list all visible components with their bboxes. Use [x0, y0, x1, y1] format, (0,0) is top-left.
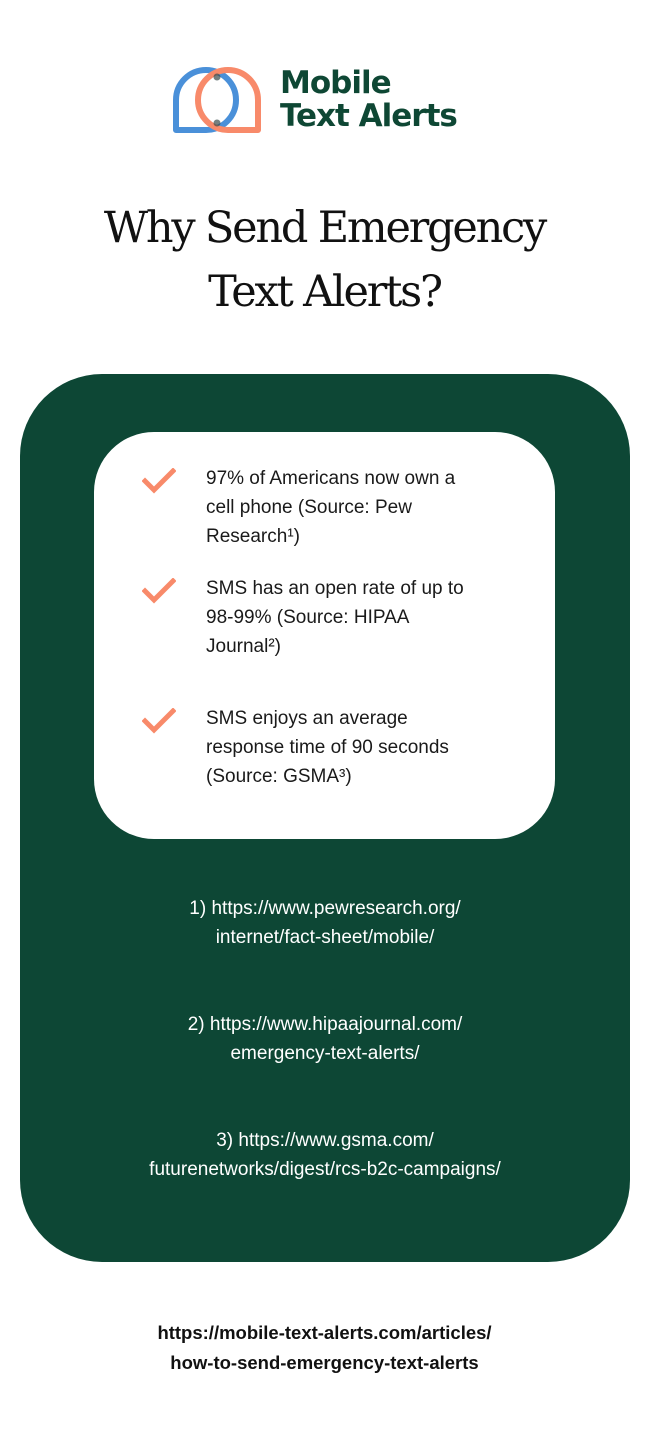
- check-icon: [142, 708, 176, 734]
- fact-line: SMS has an open rate of up to: [206, 578, 464, 599]
- source-line: emergency-text-alerts/: [230, 1043, 420, 1064]
- sources-card: [20, 374, 630, 1262]
- fact-text: [206, 464, 526, 551]
- page-title-line1: Why Send Emergency: [103, 203, 546, 253]
- source-line: 3) https://www.gsma.com/: [216, 1130, 434, 1151]
- source-link-2[interactable]: [20, 1010, 630, 1068]
- brand-name-line2: Text Alerts: [280, 98, 457, 134]
- check-icon: [142, 468, 176, 494]
- fact-line: 97% of Americans now own a: [206, 468, 456, 489]
- source-line: futurenetworks/digest/rcs-b2c-campaigns/: [149, 1159, 501, 1180]
- source-line: 2) https://www.hipaajournal.com/: [187, 1014, 463, 1035]
- page-title: [0, 196, 649, 324]
- fact-line: SMS enjoys an average: [206, 708, 408, 729]
- fact-line: Journal²): [206, 636, 281, 657]
- brand-logo: [172, 66, 457, 134]
- fact-line: Research¹): [206, 526, 300, 547]
- article-url-line: https://mobile-text-alerts.com/articles/: [157, 1322, 492, 1343]
- source-line: internet/fact-sheet/mobile/: [215, 927, 435, 948]
- article-url-line: how-to-send-emergency-text-alerts: [170, 1352, 479, 1373]
- article-url-link[interactable]: [0, 1318, 649, 1378]
- source-link-3[interactable]: [20, 1126, 630, 1184]
- fact-text: [206, 704, 526, 791]
- fact-line: response time of 90 seconds: [206, 737, 449, 758]
- facts-card: [94, 432, 555, 839]
- source-link-1[interactable]: [20, 894, 630, 952]
- brand-name-line1: Mobile: [280, 65, 391, 101]
- fact-line: cell phone (Source: Pew: [206, 497, 412, 518]
- brand-name: [280, 67, 457, 133]
- fact-line: (Source: GSMA³): [206, 766, 352, 787]
- page-title-line2: Text Alerts?: [208, 267, 441, 317]
- check-icon: [142, 578, 176, 604]
- fact-line: 98-99% (Source: HIPAA: [206, 607, 410, 628]
- fact-text: [206, 574, 526, 661]
- speech-bubbles-logo-icon: [172, 66, 262, 134]
- source-line: 1) https://www.pewresearch.org/: [189, 898, 461, 919]
